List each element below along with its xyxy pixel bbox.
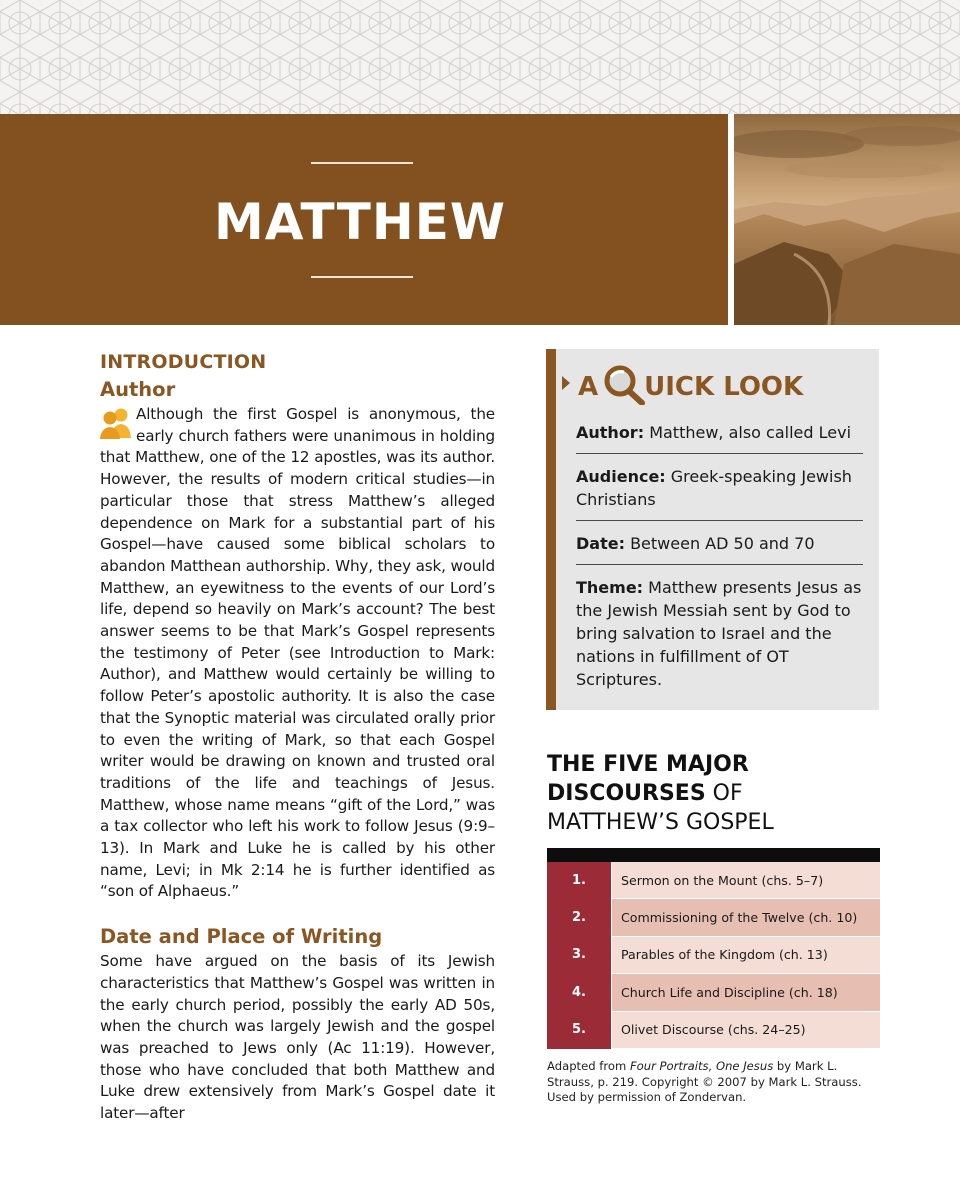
credit-book-title: Four Portraits, One Jesus [629, 1059, 774, 1073]
main-text-column [100, 348, 495, 1125]
quick-look-label: Date: [576, 534, 625, 553]
quick-look-accent-bar [546, 349, 556, 710]
credit-suffix: by Mark L. Strauss, p. 219. Copyright © 2007 by Mark L. Strauss. Used by permission of Zondervan. [547, 1059, 862, 1104]
title-rule-top [311, 162, 413, 164]
book-title: MATTHEW [213, 193, 507, 251]
title-banner [0, 114, 728, 325]
date-paragraph: Some have argued on the basis of its Jewish characteristics that Matthew’s Gospel was written in the early church period, possibly the early AD 50s, when the church was largely Jewish and the gospel was preached to Jews only (Ac 11:19). However, those who have concluded that both Matthew and Luke drew extensively from Mark’s Gospel date it later—after [100, 952, 495, 1123]
quick-look-label: Audience: [576, 467, 666, 486]
credit-prefix: Adapted from [547, 1059, 627, 1073]
discourses-title-line1: THE FIVE MAJOR [547, 752, 749, 777]
magnifier-icon [602, 363, 646, 405]
quick-look-item-author [576, 419, 863, 454]
table-row [547, 899, 880, 936]
arrow-right-icon [562, 376, 570, 390]
row-number: 2. [547, 899, 611, 936]
subheading-author: Author [100, 378, 176, 401]
author-paragraph [100, 404, 495, 903]
quick-look-list [576, 419, 863, 709]
quick-look-title-rest: UICK LOOK [644, 372, 804, 402]
quick-look-label: Theme: [576, 578, 644, 597]
author-text: Although the first Gospel is anonymous, the early church fathers were unanimous in holding that Matthew, one of the 12 apostles, was its author. However, the results of modern critical studies—in particular those that stress Matthew’s alleged dependence on Mark for a substantial part of his Gospel—have caused some biblical scholars to abandon Matthean authorship. Why, they ask, would Matthew, an eyewitness to the events of our Lord’s life, depend so heavily on Mark’s account? The best answer seems to be that Mark’s Gospel represents the testimony of Peter (see Introduction to Mark: Author), and Matthew would certainly be willing to follow Peter’s apostolic authority. It is also the case that the Synoptic material was circulated orally prior to even the writing of Mark, so that each Gospel writer would be drawing on known and trusted oral traditions of the life and teachings of Jesus. Matthew, whose name means “gift of the Lord,” was a tax collector who left his work to follow Jesus (9:9–13). In Mark and Luke he is called by his other name, Levi; in Mk 2:14 he is further identified as “son of Alphaeus.” [100, 405, 495, 901]
row-text: Commissioning of the Twelve (ch. 10) [612, 899, 880, 936]
landscape-photo [734, 114, 960, 325]
row-text: Sermon on the Mount (chs. 5–7) [612, 862, 880, 899]
row-text: Olivet Discourse (chs. 24–25) [612, 1012, 880, 1049]
quick-look-item-theme [576, 574, 863, 700]
row-text: Church Life and Discipline (ch. 18) [612, 974, 880, 1011]
row-text: Parables of the Kingdom (ch. 13) [612, 937, 880, 974]
title-rule-bottom [311, 276, 413, 278]
table-row [547, 974, 880, 1011]
row-number: 4. [547, 974, 611, 1011]
table-row [547, 1012, 880, 1049]
quick-look-box [546, 349, 879, 710]
quick-look-title [578, 363, 803, 407]
table-row [547, 937, 880, 974]
subheading-date-place: Date and Place of Writing [100, 925, 383, 949]
section-heading-introduction: INTRODUCTION [100, 351, 267, 373]
row-number: 1. [547, 862, 611, 899]
discourses-title-of: OF [712, 781, 743, 806]
quick-look-label: Author: [576, 423, 645, 442]
discourses-title-bold: DISCOURSES [547, 781, 706, 806]
row-number: 3. [547, 937, 611, 974]
discourses-title-line3: MATTHEW’S GOSPEL [547, 810, 774, 835]
quick-look-title-a: A [578, 372, 599, 402]
discourses-title-line2 [547, 779, 887, 808]
discourses-table [547, 848, 880, 1049]
row-number: 5. [547, 1012, 611, 1049]
quick-look-item-date [576, 530, 863, 565]
quick-look-value: Greek-speaking Jewish Christians [576, 467, 852, 509]
table-credit [547, 1059, 887, 1106]
quick-look-value: Matthew, also called Levi [649, 423, 852, 442]
discourses-table-header [547, 848, 880, 862]
table-row [547, 862, 880, 899]
decorative-pattern [0, 0, 960, 114]
quick-look-item-audience [576, 463, 863, 521]
quick-look-value: Matthew presents Jesus as the Jewish Messiah sent by God to bring salvation to Israel and the nations in fulfillment of OT Scriptures. [576, 578, 862, 689]
people-icon [100, 406, 132, 440]
discourses-title [547, 750, 887, 837]
quick-look-value: Between AD 50 and 70 [630, 534, 815, 553]
